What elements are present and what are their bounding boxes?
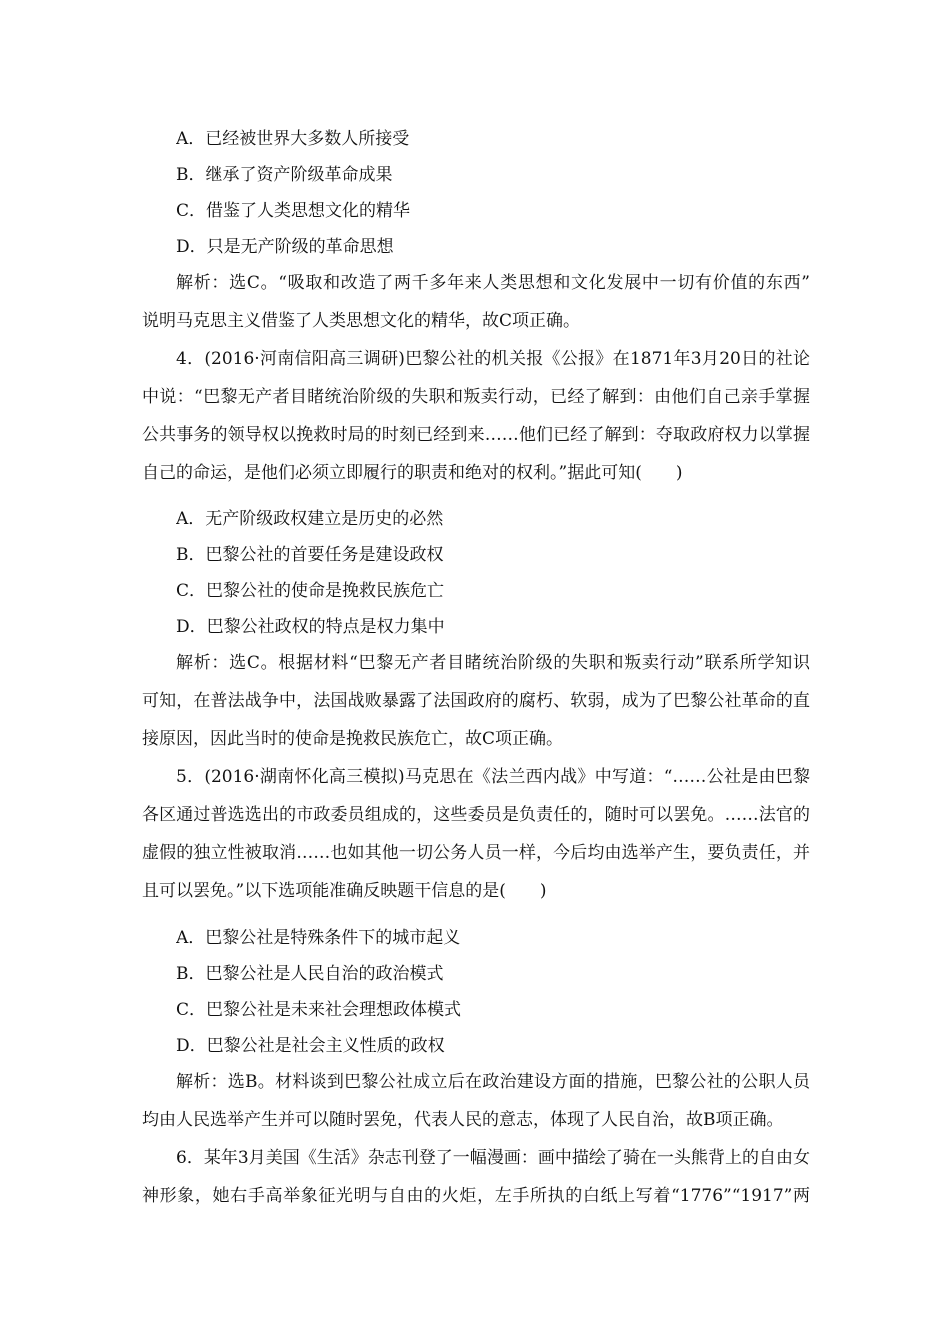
q4-stem-line-1: 4．(2016·河南信阳高三调研)巴黎公社的机关报《公报》在1871年3月20日的社论 [176,349,810,369]
q6-stem-line-1: 6．某年3月美国《生活》杂志刊登了一幅漫画：画中描绘了骑在一头熊背上的自由女 [176,1148,810,1168]
q5-stem-line-2: 各区通过普选选出的市政委员组成的，这些委员是负责任的，随时可以罢免。……法官的 [142,805,810,825]
q5-analysis-line-1: 解析：选B。材料谈到巴黎公社成立后在政治建设方面的措施，巴黎公社的公职人员 [176,1072,810,1092]
q3-option-d: D．只是无产阶级的革命思想 [176,237,394,257]
q5-option-a: A．巴黎公社是特殊条件下的城市起义 [176,928,461,948]
q4-analysis-line-2: 可知，在普法战争中，法国战败暴露了法国政府的腐朽、软弱，成为了巴黎公社革命的直 [142,691,810,711]
q4-option-d: D．巴黎公社政权的特点是权力集中 [176,617,445,637]
q4-option-c: C．巴黎公社的使命是挽救民族危亡 [176,581,445,601]
q3-option-b: B．继承了资产阶级革命成果 [176,165,393,185]
q6-stem-line-2: 神形象，她右手高举象征光明与自由的火炬，左手所执的白纸上写着“1776”“1917”两 [142,1186,810,1206]
q3-analysis-line-2: 说明马克思主义借鉴了人类思想文化的精华，故C项正确。 [142,311,581,331]
q3-option-c: C．借鉴了人类思想文化的精华 [176,201,411,221]
q4-stem-line-3: 公共事务的领导权以挽救时局的时刻已经到来……他们已经了解到：夺取政府权力以掌握 [142,425,810,445]
q5-option-b: B．巴黎公社是人民自治的政治模式 [176,964,444,984]
q5-stem-line-1: 5．(2016·湖南怀化高三模拟)马克思在《法兰西内战》中写道：“……公社是由巴黎 [176,767,810,787]
q4-option-a: A．无产阶级政权建立是历史的必然 [176,509,444,529]
q4-analysis-line-3: 接原因，因此当时的使命是挽救民族危亡，故C项正确。 [142,729,564,749]
q3-option-a: A．已经被世界大多数人所接受 [176,129,410,149]
q4-analysis-line-1: 解析：选C。根据材料“巴黎无产者目睹统治阶级的失职和叛卖行动”联系所学知识 [176,653,810,673]
q4-stem-line-2: 中说：“巴黎无产者目睹统治阶级的失职和叛卖行动，已经了解到：由他们自己亲手掌握 [142,387,810,407]
q5-analysis-line-2: 均由人民选举产生并可以随时罢免，代表人民的意志，体现了人民自治，故B项正确。 [142,1110,784,1130]
q5-stem-line-3: 虚假的独立性被取消……也如其他一切公务人员一样，今后均由选举产生，要负责任，并 [142,843,810,863]
q5-option-c: C．巴黎公社是未来社会理想政体模式 [176,1000,462,1020]
q5-stem-line-4: 且可以罢免。”以下选项能准确反映题干信息的是( ) [142,881,547,901]
q5-option-d: D．巴黎公社是社会主义性质的政权 [176,1036,445,1056]
q3-analysis-line-1: 解析：选C。“吸取和改造了两千多年来人类思想和文化发展中一切有价值的东西” [176,273,810,293]
q4-stem-line-4: 自己的命运，是他们必须立即履行的职责和绝对的权利。”据此可知( ) [142,463,683,483]
q4-option-b: B．巴黎公社的首要任务是建设政权 [176,545,444,565]
